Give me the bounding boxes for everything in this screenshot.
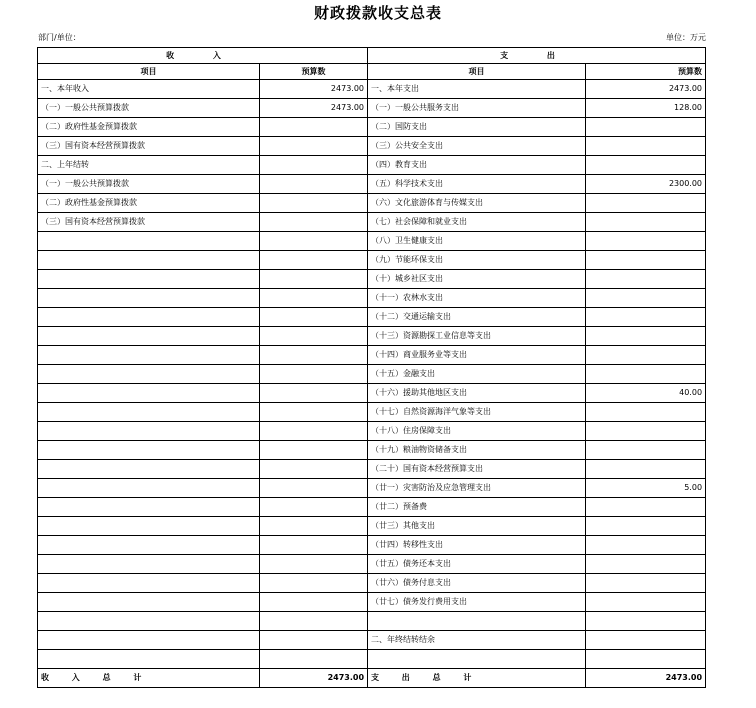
income-item-cell <box>38 517 260 536</box>
table-row <box>38 289 706 308</box>
income-amount-cell <box>260 650 368 669</box>
expense-amount-cell: 128.00 <box>586 99 706 118</box>
page-title: 财政拨款收支总表 <box>313 4 442 22</box>
expense-item-cell: （五）科学技术支出 <box>368 175 586 194</box>
income-amount-cell: 2473.00 <box>260 80 368 99</box>
expense-item-cell: （廿六）债务付息支出 <box>368 574 586 593</box>
expense-section-header: 支 出 <box>368 48 706 64</box>
income-total-amount: 2473.00 <box>260 669 368 688</box>
expense-item-cell: （十九）粮油物资储备支出 <box>368 441 586 460</box>
expense-amount-cell: 5.00 <box>586 479 706 498</box>
expense-item-cell: （十二）交通运输支出 <box>368 308 586 327</box>
expense-item-cell: （十）城乡社区支出 <box>368 270 586 289</box>
income-amount-cell <box>260 118 368 137</box>
table-row <box>38 460 706 479</box>
table-row <box>38 175 706 194</box>
income-item-cell: （三）国有资本经营预算拨款 <box>38 213 260 232</box>
income-item-cell <box>38 555 260 574</box>
expense-amount-cell <box>586 251 706 270</box>
table-row <box>38 346 706 365</box>
income-amount-cell <box>260 289 368 308</box>
table-row <box>38 384 706 403</box>
expense-item-cell: 一、本年支出 <box>368 80 586 99</box>
table-row <box>38 498 706 517</box>
income-amount-cell <box>260 574 368 593</box>
income-item-cell: （二）政府性基金预算拨款 <box>38 194 260 213</box>
table-row <box>38 365 706 384</box>
expense-amount-cell: 2473.00 <box>586 80 706 99</box>
table-row <box>38 612 706 631</box>
table-row <box>38 536 706 555</box>
income-item-cell <box>38 574 260 593</box>
income-item-cell <box>38 650 260 669</box>
table-row <box>38 593 706 612</box>
unit-label: 单位：万元 <box>666 33 706 42</box>
expense-item-cell: （二）国防支出 <box>368 118 586 137</box>
income-amount-cell <box>260 175 368 194</box>
expense-amount-cell <box>586 498 706 517</box>
expense-amount-cell <box>586 460 706 479</box>
table-row <box>38 403 706 422</box>
budget-table <box>37 47 706 688</box>
table-body <box>38 80 706 669</box>
income-item-cell <box>38 422 260 441</box>
income-amount-cell <box>260 555 368 574</box>
income-total-label: 收 入 总 计 <box>38 669 260 688</box>
income-amount-cell <box>260 631 368 650</box>
expense-item-cell: （九）节能环保支出 <box>368 251 586 270</box>
expense-item-cell: 二、年终结转结余 <box>368 631 586 650</box>
income-amount-cell <box>260 612 368 631</box>
income-amount-cell <box>260 517 368 536</box>
expense-amount-cell <box>586 232 706 251</box>
income-item-cell: 二、上年结转 <box>38 156 260 175</box>
income-item-cell <box>38 441 260 460</box>
expense-amount-cell <box>586 327 706 346</box>
income-item-cell <box>38 365 260 384</box>
income-budget-header: 预算数 <box>260 64 368 80</box>
expense-item-cell: （廿五）债务还本支出 <box>368 555 586 574</box>
table-row <box>38 308 706 327</box>
expense-total-label: 支 出 总 计 <box>368 669 586 688</box>
income-amount-cell <box>260 232 368 251</box>
expense-item-cell: （六）文化旅游体育与传媒支出 <box>368 194 586 213</box>
income-item-cell: （二）政府性基金预算拨款 <box>38 118 260 137</box>
expense-item-cell: （十四）商业服务业等支出 <box>368 346 586 365</box>
income-amount-cell <box>260 213 368 232</box>
table-row <box>38 194 706 213</box>
table-row <box>38 232 706 251</box>
income-item-header: 项目 <box>38 64 260 80</box>
table-row <box>38 213 706 232</box>
income-item-cell <box>38 403 260 422</box>
income-item-cell <box>38 498 260 517</box>
income-amount-cell <box>260 441 368 460</box>
expense-amount-cell <box>586 422 706 441</box>
income-item-cell <box>38 460 260 479</box>
expense-amount-cell <box>586 517 706 536</box>
table-row <box>38 270 706 289</box>
expense-amount-cell <box>586 536 706 555</box>
income-amount-cell <box>260 327 368 346</box>
income-item-cell: （一）一般公共预算拨款 <box>38 175 260 194</box>
income-amount-cell <box>260 270 368 289</box>
income-item-cell <box>38 232 260 251</box>
income-item-cell <box>38 631 260 650</box>
expense-amount-cell <box>586 346 706 365</box>
income-item-cell: 一、本年收入 <box>38 80 260 99</box>
expense-amount-cell <box>586 213 706 232</box>
expense-amount-cell <box>586 593 706 612</box>
income-item-cell <box>38 479 260 498</box>
expense-item-cell: （十三）资源勘探工业信息等支出 <box>368 327 586 346</box>
table-row <box>38 80 706 99</box>
income-amount-cell <box>260 194 368 213</box>
income-amount-cell <box>260 593 368 612</box>
expense-item-header: 项目 <box>368 64 586 80</box>
table-row <box>38 631 706 650</box>
income-item-cell <box>38 251 260 270</box>
expense-item-cell: （廿四）转移性支出 <box>368 536 586 555</box>
expense-total-amount: 2473.00 <box>586 669 706 688</box>
expense-amount-cell <box>586 403 706 422</box>
income-amount-cell <box>260 498 368 517</box>
expense-item-cell: （廿七）债务发行费用支出 <box>368 593 586 612</box>
income-item-cell <box>38 270 260 289</box>
expense-item-cell: （八）卫生健康支出 <box>368 232 586 251</box>
column-header-row <box>38 64 706 80</box>
income-amount-cell <box>260 156 368 175</box>
income-amount-cell <box>260 251 368 270</box>
income-amount-cell <box>260 137 368 156</box>
expense-item-cell: （十一）农林水支出 <box>368 289 586 308</box>
expense-amount-cell <box>586 194 706 213</box>
income-item-cell: （三）国有资本经营预算拨款 <box>38 137 260 156</box>
table-row <box>38 327 706 346</box>
table-row <box>38 137 706 156</box>
expense-amount-cell <box>586 365 706 384</box>
expense-item-cell: （廿三）其他支出 <box>368 517 586 536</box>
income-item-cell <box>38 327 260 346</box>
expense-item-cell: （二十）国有资本经营预算支出 <box>368 460 586 479</box>
income-amount-cell: 2473.00 <box>260 99 368 118</box>
expense-item-cell: （十五）金融支出 <box>368 365 586 384</box>
table-row <box>38 555 706 574</box>
expense-amount-cell <box>586 118 706 137</box>
table-row <box>38 479 706 498</box>
table-row <box>38 441 706 460</box>
income-amount-cell <box>260 479 368 498</box>
expense-amount-cell <box>586 270 706 289</box>
expense-item-cell: （廿二）预备费 <box>368 498 586 517</box>
expense-amount-cell <box>586 650 706 669</box>
income-amount-cell <box>260 422 368 441</box>
income-amount-cell <box>260 384 368 403</box>
income-amount-cell <box>260 308 368 327</box>
income-amount-cell <box>260 365 368 384</box>
expense-amount-cell <box>586 156 706 175</box>
income-amount-cell <box>260 403 368 422</box>
income-item-cell <box>38 612 260 631</box>
expense-item-cell: （廿一）灾害防治及应急管理支出 <box>368 479 586 498</box>
expense-item-cell <box>368 612 586 631</box>
table-row <box>38 156 706 175</box>
expense-amount-cell: 40.00 <box>586 384 706 403</box>
expense-amount-cell <box>586 441 706 460</box>
income-item-cell <box>38 384 260 403</box>
income-section-header: 收 入 <box>38 48 368 64</box>
expense-item-cell: （十六）援助其他地区支出 <box>368 384 586 403</box>
expense-amount-cell <box>586 631 706 650</box>
department-label: 部门/单位： <box>38 33 81 42</box>
income-amount-cell <box>260 460 368 479</box>
expense-item-cell: （三）公共安全支出 <box>368 137 586 156</box>
expense-budget-header: 预算数 <box>586 64 706 80</box>
income-item-cell <box>38 308 260 327</box>
table-row <box>38 574 706 593</box>
section-header-row <box>38 48 706 64</box>
total-row <box>38 669 706 688</box>
table-row <box>38 650 706 669</box>
table-row <box>38 517 706 536</box>
expense-amount-cell <box>586 137 706 156</box>
income-item-cell <box>38 289 260 308</box>
expense-amount-cell <box>586 555 706 574</box>
expense-amount-cell <box>586 574 706 593</box>
expense-item-cell: （七）社会保障和就业支出 <box>368 213 586 232</box>
expense-amount-cell <box>586 289 706 308</box>
expense-item-cell: （十八）住房保障支出 <box>368 422 586 441</box>
income-item-cell <box>38 593 260 612</box>
expense-item-cell: （十七）自然资源海洋气象等支出 <box>368 403 586 422</box>
expense-item-cell: （一）一般公共服务支出 <box>368 99 586 118</box>
table-row <box>38 251 706 270</box>
income-item-cell <box>38 346 260 365</box>
table-row <box>38 422 706 441</box>
income-item-cell <box>38 536 260 555</box>
income-amount-cell <box>260 536 368 555</box>
expense-amount-cell <box>586 612 706 631</box>
income-item-cell: （一）一般公共预算拨款 <box>38 99 260 118</box>
table-row <box>38 118 706 137</box>
table-row <box>38 99 706 118</box>
expense-amount-cell: 2300.00 <box>586 175 706 194</box>
income-amount-cell <box>260 346 368 365</box>
expense-item-cell: （四）教育支出 <box>368 156 586 175</box>
expense-item-cell <box>368 650 586 669</box>
expense-amount-cell <box>586 308 706 327</box>
